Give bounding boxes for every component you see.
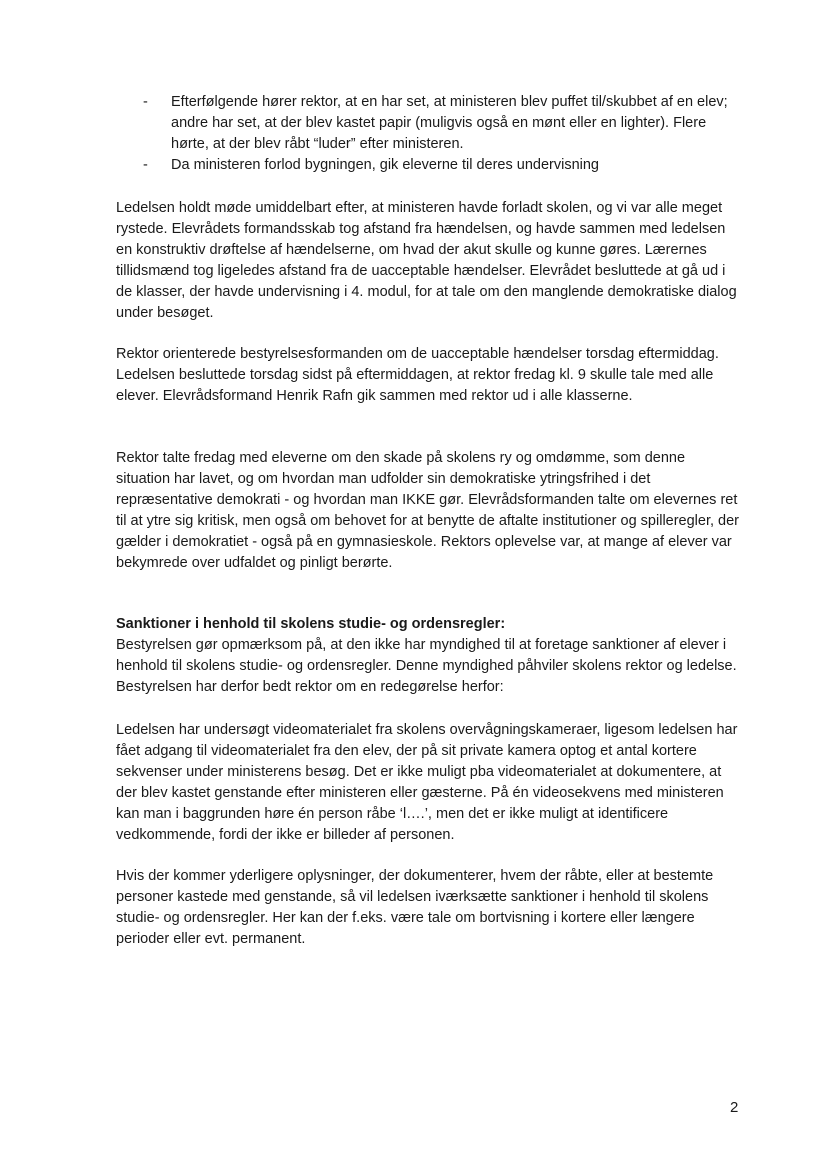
bullet-text: Efterfølgende hører rektor, at en har set, at ministeren blev puffet til/skubbet af en elev; andre har set, at der blev kastet papir (muligvis også en mønt eller en lighter). Flere hørte, at der blev råbt “luder” efter ministeren. <box>171 94 728 152</box>
list-item <box>143 92 743 155</box>
bullet-list <box>143 92 743 176</box>
paragraph-meeting: Ledelsen holdt møde umiddelbart efter, at ministeren havde forladt skolen, og vi var alle meget rystede. Elevrådets formandsskab tog afstand fra hændelsen, og havde sammen med ledelsen en konstruktiv drøftelse af hændelserne, om hvad der akut skulle og kunne gøres. Lærernes tillidsmænd tog ligeledes afstand fra de uacceptable hændelser. Elevrådet besluttede at gå ud i de klasser, der havde undervisning i 4. modul, for at tale om den manglende demokratiske dialog under besøget. <box>116 200 737 321</box>
paragraph-further-info: Hvis der kommer yderligere oplysninger, der dokumenterer, hvem der råbte, eller at bestemte personer kastede med genstande, så vil ledelsen iværksætte sanktioner i henhold til skolens studie- og ordensregler. Her kan der f.eks. være tale om bortvisning i kortere eller længere perioder eller evt. permanent. <box>116 868 714 947</box>
paragraph-board: Bestyrelsen gør opmærksom på, at den ikke har myndighed til at foretage sanktioner af elever i henhold til skolens studie- og ordensregler. Denne myndighed påhviler skolens rektor og ledelse. Bestyrelsen har derfor bedt rektor om en redegørelse herfor: <box>116 637 737 695</box>
paragraph-chairman: Rektor orienterede bestyrelsesformanden om de uacceptable hændelser torsdag eftermiddag. Ledelsen besluttede torsdag sidst på eftermiddagen, at rektor fredag kl. 9 skulle tale med alle elever. Elevrådsformand Henrik Rafn gik sammen med rektor ud i alle klasserne. <box>116 346 719 404</box>
page-number: 2 <box>730 1099 739 1116</box>
list-item <box>143 155 743 176</box>
paragraph-rector-talk: Rektor talte fredag med eleverne om den skade på skolens ry og omdømme, som denne situation har lavet, og om hvordan man udfolder sin demokratiske ytringsfrihed i det repræsentative demokrati - og hvordan man IKKE gør. Elevrådsformanden talte om elevernes ret til at ytre sig kritisk, men også om behovet for at benytte de aftalte institutioner og spilleregler, der gælder i demokratiet - også på en gymnasieskole. Rektors oplevelse var, at mange af elever var bekymrede over udfaldet og pinligt berørte. <box>116 450 740 571</box>
paragraph-video: Ledelsen har undersøgt videomaterialet fra skolens overvågningskameraer, ligesom ledelsen har fået adgang til videomaterialet fra den elev, der på sit private kamera optog et antal kortere sekvenser under ministerens besøg. Det er ikke muligt pba videomaterialet at dokumentere, at der blev kastet genstande efter ministeren eller gæsterne. På én videosekvens med ministeren kan man i baggrunden høre én person råbe ‘l….’, men det er ikke muligt at identificere vedkommende, fordi der ikke er billeder af personen. <box>116 722 738 843</box>
bullet-text: Da ministeren forlod bygningen, gik eleverne til deres undervisning <box>171 157 599 173</box>
bullet-marker: - <box>143 94 148 110</box>
bullet-marker: - <box>143 157 148 173</box>
section-sanctions <box>116 614 741 698</box>
section-heading: Sanktioner i henhold til skolens studie- og ordensregler: <box>116 616 506 632</box>
